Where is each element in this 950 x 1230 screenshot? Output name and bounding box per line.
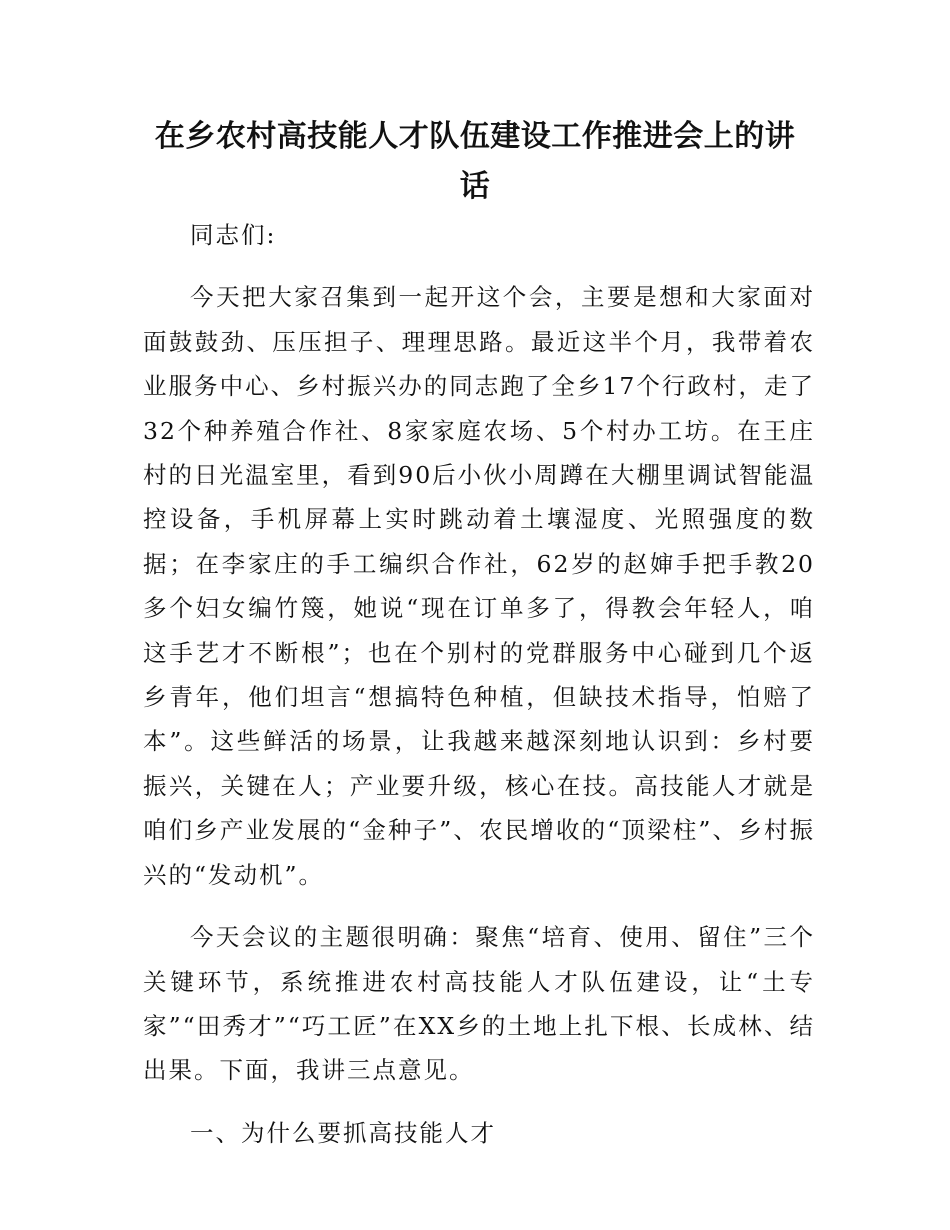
section-heading: 一、为什么要抓高技能人才: [190, 1118, 496, 1147]
salutation: 同志们:: [190, 221, 277, 249]
document-title: 在乡农村高技能人才队伍建设工作推进会上的讲话: [154, 119, 796, 204]
document-body: [143, 213, 815, 1173]
paragraph-theme: 今天会议的主题很明确：聚焦“培育、使用、留住”三个关键环节，系统推进农村高技能人才队伍建设，让“土专家”“田秀才”“巧工匠”在XX乡的土地上扎下根、长成林、结出果。下面，我讲三点意见。: [143, 923, 815, 1085]
paragraph-intro: 今天把大家召集到一起开这个会，主要是想和大家面对面鼓鼓劲、压压担子、理理思路。最近这半个月，我带着农业服务中心、乡村振兴办的同志跑了全乡17个行政村，走了32个种养殖合作社、8家家庭农场、5个村办工坊。在王庄村的日光温室里，看到90后小伙小周蹲在大棚里调试智能温控设备，手机屏幕上实时跳动着土壤湿度、光照强度的数据；在李家庄的手工编织合作社，62岁的赵婶手把手教20多个妇女编竹篾，她说“现在订单多了，得教会年轻人，咱这手艺才不断根”；也在个别村的党群服务中心碰到几个返乡青年，他们坦言“想搞特色种植，但缺技术指导，怕赔了本”。这些鲜活的场景，让我越来越深刻地认识到：乡村要振兴，关键在人；产业要升级，核心在技。高技能人才就是咱们乡产业发展的“金种子”、农民增收的“顶梁柱”、乡村振兴的“发动机”。: [143, 283, 815, 889]
